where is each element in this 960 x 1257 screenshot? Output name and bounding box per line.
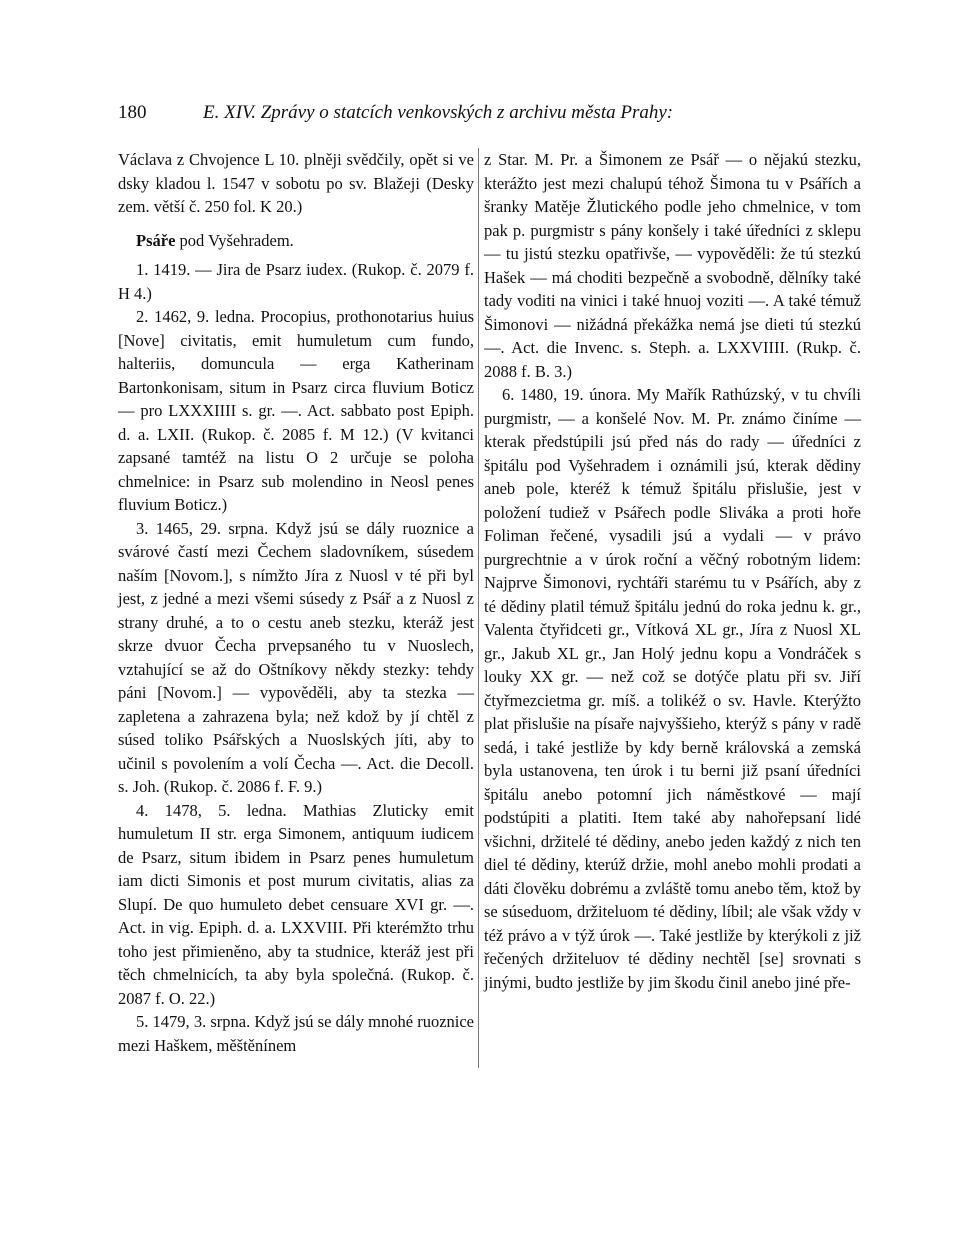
right-column: [484, 148, 861, 994]
paragraph-continuation: Václava z Chvojence L 10. plněji svědčily, opět si ve dsky kladou l. 1547 v sobotu po sv. Blažeji (Desky zem. větší č. 250 fol. K 20.): [118, 150, 474, 216]
section-heading-bold: Psáře: [136, 230, 176, 250]
entry-3: 3. 1465, 29. srpna. Když jsú se dály ruoznice a svárové častí mezi Čechem sladovníkem, súsedem naším [Novom.], s nímžto Jíra z Nuosl v té při byl jest, z jedné a mezi všemi súsedy z Psář a z Nuosl z strany druhé, a to o cestu aneb stezku, kteráž jest skrze dvuor Čecha prvepsaného tu v Nuoslech, vztahující se až do Oštníkovy někdy stezky: tehdy páni [Novom.] — vypověděli, aby ta stezka — zapletena a zahrazena byla; než kdož by jí chtěl z súsed toliko Psářských a Nuoslských jíti, aby to učinil s povolením a volí Čecha —. Act. die Decoll. s. Joh. (Rukop. č. 2086 f. F. 9.): [118, 518, 474, 796]
entry-6: 6. 1480, 19. února. My Mařík Rathúzský, v tu chvíli purgmistr, — a konšelé Nov. M. Pr. známo činíme — kterak předstúpili jsú před nás do rady — úředníci z špitálu pod Vyšehradem i oznámili jsú, kterak dědiny aneb pole, kteréž k témuž špitálu přislušie, jest v položení tudiež v Psářech podle Sliváka a proti hoře Foliman řečené, vysadili jsú a vydali — v právo purgrechtnie a v úrok roční a věčný robotným lidem: Najprve Šimonovi, rychtáři starému tu v Psářích, aby z té dědiny platil témuž špitálu jednú do roka jednu k. gr., Valenta čtyřidceti gr., Vítková XL gr., Jíra z Nuosl XL gr., Jakub XL gr., Jan Holý jednu kopu a Vondráček s louky XX gr. — než což se dotýče platu při sv. Jiří čtyřmezcietma gr. míš. a tolikéž o sv. Havle. Kterýžto plat přislušie na písaře najvyššieho, kterýž s pány v radě sedá, i také jestliže by kdy berně královská a zemská byla ustanovena, ten úrok i tu berni již psaní úředníci špitálu anebo potomní jich náměstkové — mají podstúpiti a platiti. Item také aby nahořepsaní lidé všichni, držitelé té dědiny, anebo jeden každý z nich ten diel té dědiny, kterúž držie, mohl anebo mohli prodati a dáti člověku dobrému a zvláště tomu anebo těm, ktož by se súseduom, držiteluom té dědiny, líbil; ale však vždy v též právo a v týž úrok —. Také jestliže by kterýkoli z již řečených držiteluov té dědiny nechtěl [se] srovnati s jinými, budto jestliže by jim škodu činil anebo jiné pře-: [484, 385, 861, 992]
entry-2: 2. 1462, 9. ledna. Procopius, prothonotarius huius [Nove] civitatis, emit humuletum cum fundo, halteriis, domuncula — erga Katherinam Bartonkonisam, situm in Psarz circa fluvium Boticz — pro LXXXIIII s. gr. —. Act. sabbato post Epiph. d. a. LXII. (Rukop. č. 2085 f. M 12.) (V kvitanci zapsané tamtéž na listu O 2 určuje se poloha chmelnice: in Psarz sub molendino in Neosl penes fluvium Boticz.): [118, 307, 474, 514]
entry-5: 5. 1479, 3. srpna. Když jsú se dály mnohé ruoznice mezi Haškem, měštěnínem: [118, 1012, 474, 1055]
section-heading-rest: pod Vyšehradem.: [175, 230, 294, 250]
paragraph-continuation-right: z Star. M. Pr. a Šimonem ze Psář — o nějakú stezku, kterážto jest mezi chalupú téhož Šimona tu v Psářích a šranky Matěje Žlutického podle jeho chmelnice, v tom pak p. purgmistr s pány konšely i také úředníci z sklepu — tu jistú stezku opatřivše, — vypověděli: že tú stezkú Hašek — má choditi bezpečně a svobodně, dělníky také tady voditi na vinici i také hnuoj voziti —. A také témuž Šimonovi — nižádná překážka nemá jse dieti tú stezkú —. Act. die Invenc. s. Steph. a. LXXVIIII. (Rukp. č. 2088 f. B. 3.): [484, 150, 861, 381]
entry-4: 4. 1478, 5. ledna. Mathias Zluticky emit humuletum II str. erga Simonem, antiquum iudicem de Psarz, situm ibidem in Psarz penes humuletum iam dicti Simonis et post murum civitatis, alias za Slupí. De quo humuleto debet censuare XVI gr. —. Act. in vig. Epiph. d. a. LXXVIII. Při kterémžto trhu toho jest přimieněno, aby ta studnice, kteráž jest při těch chmelnicích, ta aby byla společná. (Rukop. č. 2087 f. O. 22.): [118, 800, 474, 1008]
entry-1: 1. 1419. — Jira de Psarz iudex. (Rukop. č. 2079 f. H 4.): [118, 260, 474, 303]
running-title: E. XIV. Zprávy o statcích venkovských z archivu města Prahy:: [203, 102, 674, 123]
section-heading: [118, 229, 474, 253]
column-divider: [478, 148, 479, 1068]
page-number: 180: [118, 102, 147, 123]
left-column: [118, 148, 474, 1057]
